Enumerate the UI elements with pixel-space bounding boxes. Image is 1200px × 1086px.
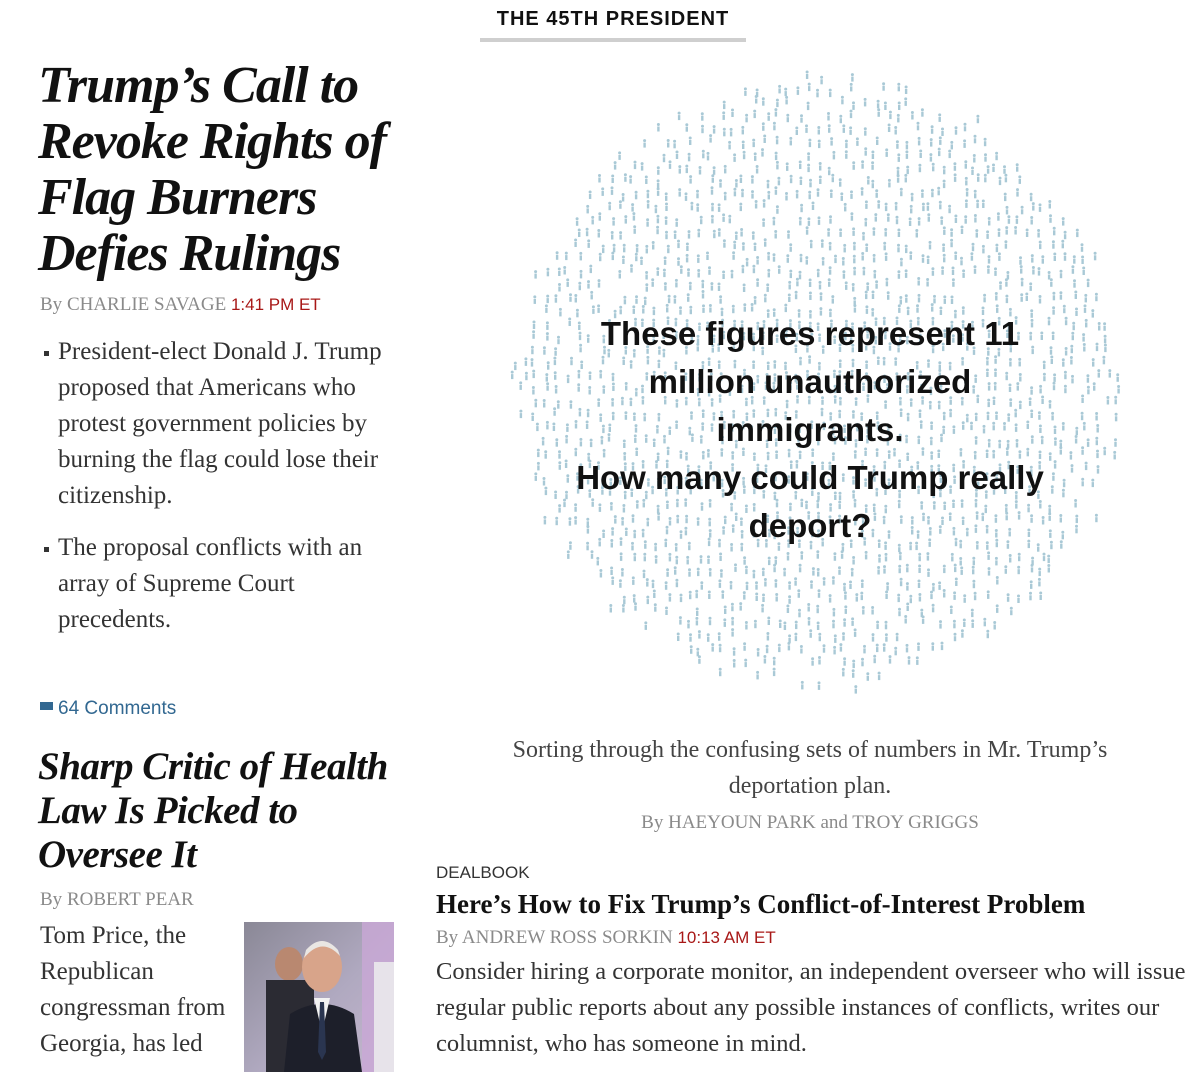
section-underline <box>480 38 746 42</box>
caption-line-1: These figures represent 11 million unauthorized immigrants. <box>600 315 1020 448</box>
tom-price-photo-graphic <box>244 922 394 1072</box>
lead-headline[interactable]: Trump’s Call to Revoke Rights of Flag Burners Defies Rulings <box>38 57 386 282</box>
lead-timestamp: 1:41 PM ET <box>230 295 321 314</box>
graphic-caption[interactable] <box>560 310 1060 550</box>
lead-author[interactable]: CHARLIE SAVAGE <box>66 294 227 315</box>
dealbook-summary: Consider hiring a corporate monitor, an independent overseer who will issue regular public reports about any possible instances of conflicts, writes our columnist, who has someone in mind. <box>436 958 1186 1057</box>
dealbook-author[interactable]: ANDREW ROSS SORKIN <box>461 927 673 948</box>
caption-line-2: How many could Trump really deport? <box>576 459 1044 544</box>
lead-summary-bullets <box>40 334 385 654</box>
comments-link[interactable] <box>40 698 176 720</box>
dealbook-headline[interactable]: Here’s How to Fix Trump’s Conflict-of-Interest Problem <box>436 889 1086 919</box>
byline-prefix: By <box>40 294 63 315</box>
summary-bullet: The proposal conflicts with an array of Supreme Court precedents. <box>40 530 385 638</box>
comment-icon <box>40 702 53 710</box>
byline-prefix: By <box>40 889 63 910</box>
tom-price-photo[interactable] <box>244 922 394 1072</box>
summary-bullet: President-elect Donald J. Trump proposed that Americans who protest government policies by burning the flag could lose their citizenship. <box>40 334 385 514</box>
comments-count[interactable]: 64 Comments <box>58 698 177 719</box>
second-byline <box>40 889 194 911</box>
second-summary: Tom Price, the Republican congressman from Georgia, has led <box>40 922 226 1057</box>
graphic-deck: Sorting through the confusing sets of numbers in Mr. Trump’s deportation plan. <box>512 737 1108 799</box>
lead-byline <box>40 294 321 316</box>
dealbook-timestamp: 10:13 AM ET <box>677 928 776 947</box>
second-headline[interactable]: Sharp Critic of Health Law Is Picked to Oversee It <box>38 745 388 876</box>
graphic-byline: By HAEYOUN PARK and TROY GRIGGS <box>641 812 979 833</box>
byline-prefix: By <box>436 927 459 948</box>
section-label[interactable]: THE 45TH PRESIDENT <box>496 8 730 30</box>
second-author[interactable]: ROBERT PEAR <box>66 889 194 910</box>
dealbook-kicker[interactable]: DEALBOOK <box>436 863 530 882</box>
dealbook-byline <box>436 927 776 949</box>
